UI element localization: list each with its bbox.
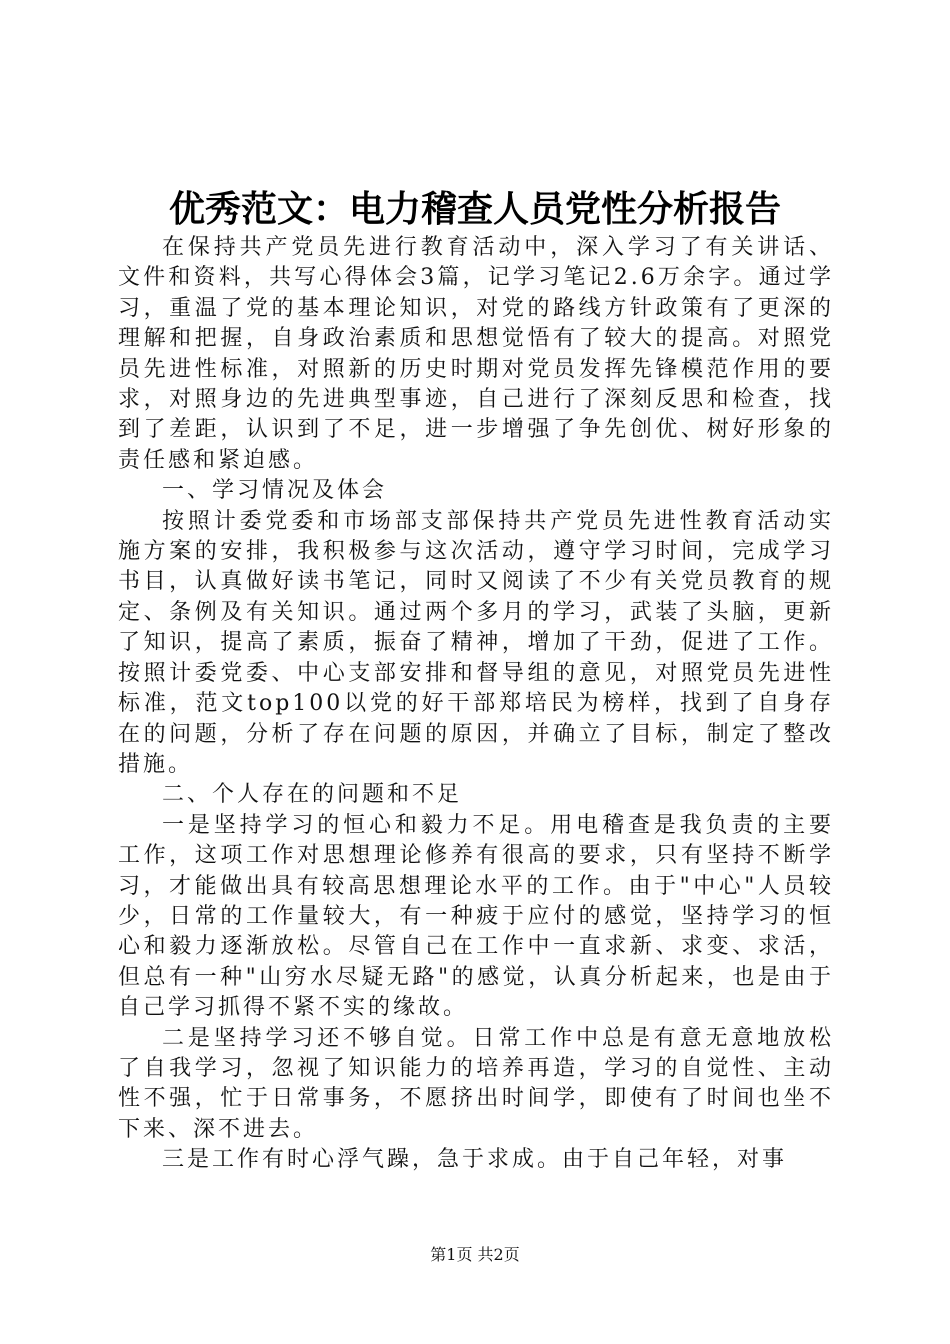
paragraph-problem-two: 二是坚持学习还不够自觉。日常工作中总是有意无意地放松了自我学习，忽视了知识能力的培养再造，学习的自觉性、主动性不强，忙于日常事务，不愿挤出时间学，即使有了时间也坐不下来、深不进去。 bbox=[118, 1025, 834, 1142]
paragraph-study: 按照计委党委和市场部支部保持共产党员先进性教育活动实施方案的安排，我积极参与这次活动，遵守学习时间，完成学习书目，认真做好读书笔记，同时又阅读了不少有关党员教育的规定、条例及有关知识。通过两个多月的学习，武装了头脑，更新了知识，提高了素质，振奋了精神，增加了干劲，促进了工作。按照计委党委、中心支部安排和督导组的意见，对照党员先进性标准，范文top100以党的好干部郑培民为榜样，找到了自身存在的问题，分析了存在问题的原因，并确立了目标，制定了整改措施。 bbox=[118, 508, 834, 777]
paragraph-intro: 在保持共产党员先进行教育活动中，深入学习了有关讲话、文件和资料，共写心得体会3篇，记学习笔记2.6万余字。通过学习，重温了党的基本理论知识，对党的路线方针政策有了更深的理解和把握，自身政治素质和思想觉悟有了较大的提高。对照党员先进性标准，对照新的历史时期对党员发挥先锋模范作用的要求，对照身边的先进典型事迹，自己进行了深刻反思和检查，找到了差距，认识到了不足，进一步增强了争先创优、树好形象的责任感和紧迫感。 bbox=[118, 235, 834, 473]
document-title: 优秀范文：电力稽查人员党性分析报告 bbox=[168, 188, 781, 230]
paragraph-problem-one: 一是坚持学习的恒心和毅力不足。用电稽查是我负责的主要工作，这项工作对思想理论修养有很高的要求，只有坚持不断学习，才能做出具有较高思想理论水平的工作。由于"中心"人员较少，日常的工作量较大，有一种疲于应付的感觉，坚持学习的恒心和毅力逐渐放松。尽管自己在工作中一直求新、求变、求活，但总有一种"山穷水尽疑无路"的感觉，认真分析起来，也是由于自己学习抓得不紧不实的缘故。 bbox=[118, 812, 834, 1021]
page-number-footer: 第1页 共2页 bbox=[430, 1245, 520, 1264]
section-heading-study: 一、学习情况及体会 bbox=[162, 478, 388, 504]
section-heading-problems: 二、个人存在的问题和不足 bbox=[162, 782, 463, 808]
document-body bbox=[118, 233, 834, 1176]
paragraph-problem-three: 三是工作有时心浮气躁，急于求成。由于自己年轻，对事 bbox=[162, 1147, 788, 1173]
